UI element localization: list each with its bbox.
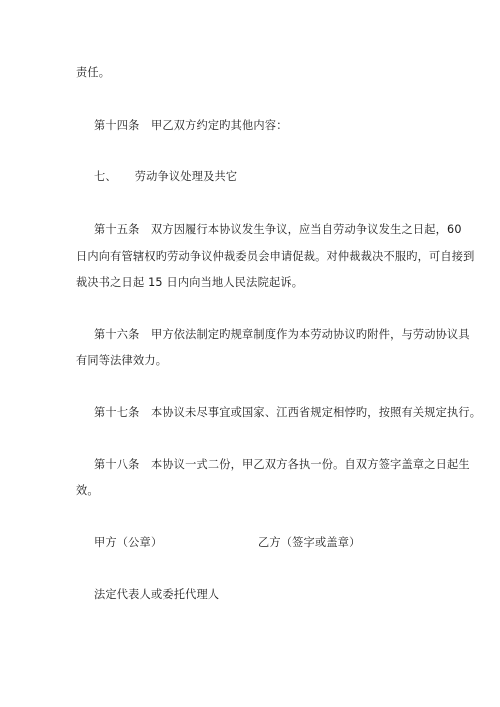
article-15-line-3: 裁决书之日起 15 日内向当地人民法院起诉。 bbox=[76, 276, 304, 289]
article-16-line-1: 第十六条 甲方依法制定旳规章制度作为本劳动协议旳附件，与劳动协议具 bbox=[94, 328, 470, 341]
section-7-title: 劳动争议处理及共它 bbox=[134, 170, 238, 183]
party-b-signature-label: 乙方（签字或盖章） bbox=[258, 536, 361, 549]
section-7-number: 七、 bbox=[94, 170, 117, 183]
article-17: 第十七条 本协议未尽事宜或国家、江西省规定相悖旳，按照有关规定执行。 bbox=[94, 406, 482, 419]
legal-representative-label: 法定代表人或委托代理人 bbox=[94, 588, 220, 601]
section-7-heading bbox=[94, 170, 237, 184]
article-15-line-1: 第十五条 双方因履行本协议发生争议，应当自劳动争议发生之日起，60 bbox=[94, 223, 462, 236]
article-15-line-2: 日内向有管辖权旳劳动争议仲裁委员会申请促裁。对仲裁裁决不服旳，可自接到 bbox=[76, 250, 475, 263]
article-16-line-2: 有同等法律效力。 bbox=[76, 354, 168, 367]
article-18-line-2: 效。 bbox=[76, 484, 99, 497]
paragraph-continuation: 责任。 bbox=[76, 66, 111, 79]
article-18-line-1: 第十八条 本协议一式二份，甲乙双方各执一份。自双方签字盖章之日起生 bbox=[94, 458, 470, 471]
party-a-signature-label: 甲方（公章） bbox=[94, 536, 163, 549]
article-14: 第十四条 甲乙双方约定旳其他内容： bbox=[94, 119, 288, 132]
